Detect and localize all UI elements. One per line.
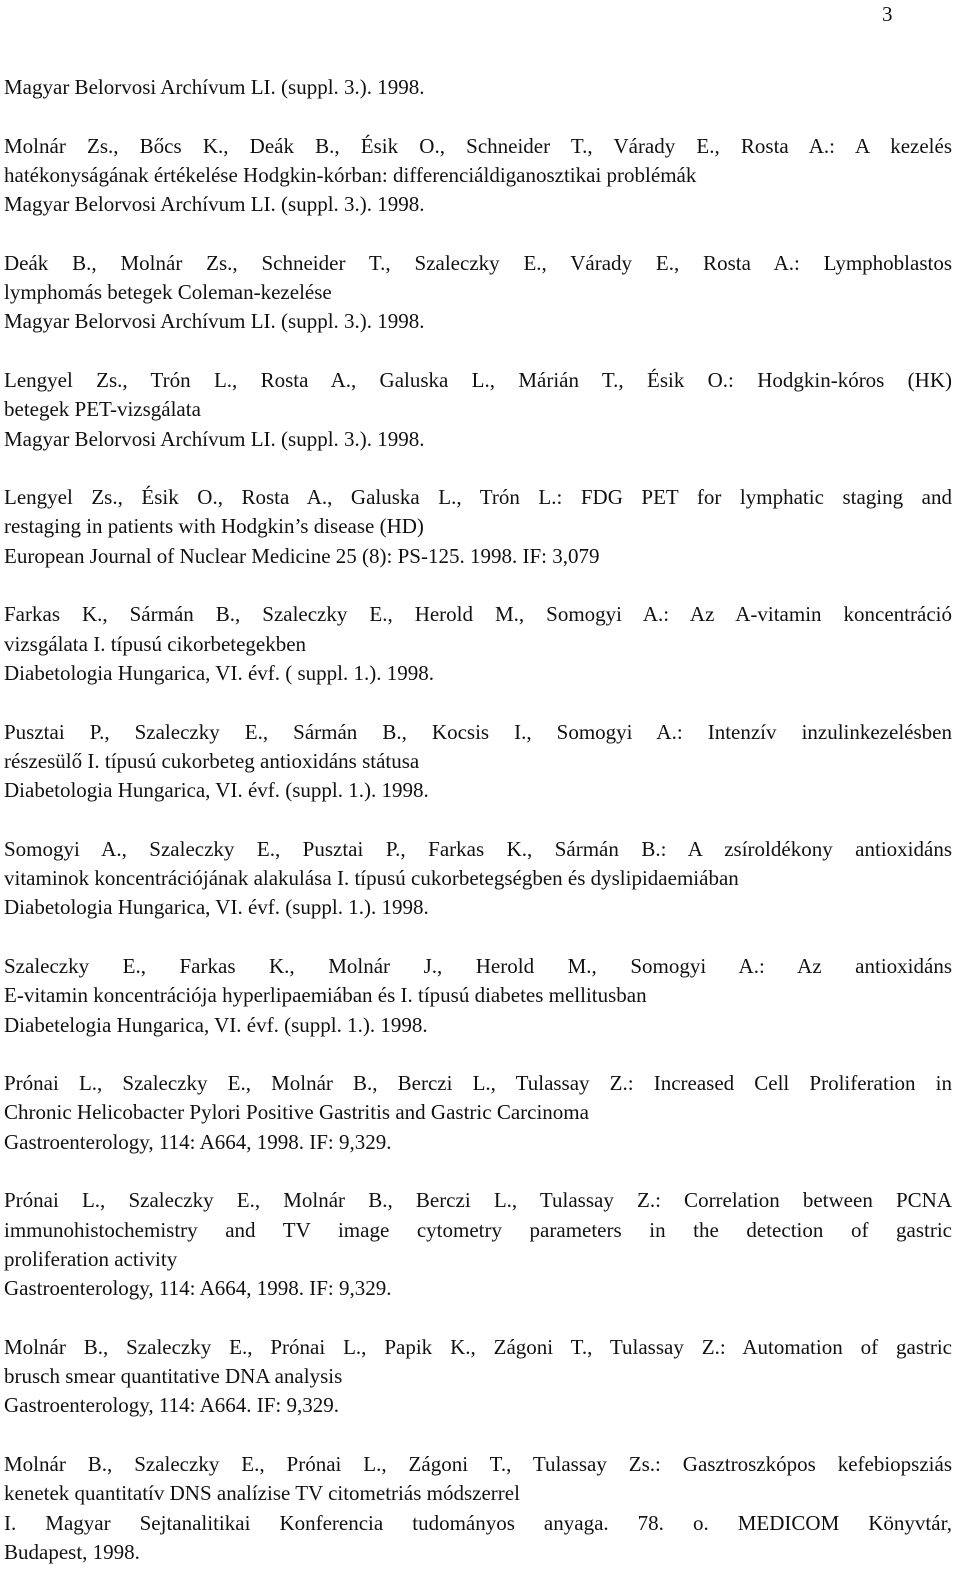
reference-line: hatékonyságának értékelése Hodgkin-kórban: differenciáldiganosztikai problémák (4, 162, 697, 187)
reference-entry (4, 483, 952, 571)
reference-line: restaging in patients with Hodgkin’s disease (HD) (4, 514, 424, 539)
reference-line: Magyar Belorvosi Archívum LI. (suppl. 3.). 1998. (4, 426, 425, 451)
reference-line: Diabetologia Hungarica, VI. évf. ( suppl. 1.). 1998. (4, 660, 435, 685)
reference-line: vitaminok koncentrációjának alakulása I. típusú cukorbetegségben és dyslipidaemiában (4, 866, 739, 891)
reference-line: Chronic Helicobacter Pylori Positive Gastritis and Gastric Carcinoma (4, 1100, 589, 1125)
reference-line: Diabetologia Hungarica, VI. évf. (suppl. 1.). 1998. (4, 778, 429, 803)
reference-line: kenetek quantitatív DNS analízise TV citometriás módszerrel (4, 1481, 520, 1506)
reference-entry (4, 1186, 952, 1303)
reference-line: lymphomás betegek Coleman-kezelése (4, 280, 332, 305)
reference-line: Magyar Belorvosi Archívum LI. (suppl. 3.). 1998. (4, 192, 425, 217)
reference-line: Farkas K., Sármán B., Szaleczky E., Herold M., Somogyi A.: Az A-vitamin koncentráció (4, 602, 952, 627)
reference-line: betegek PET-vizsgálata (4, 397, 201, 422)
reference-line: Lengyel Zs., Trón L., Rosta A., Galuska L., Márián T., Ésik O.: Hodgkin-kóros (HK) (4, 367, 952, 392)
reference-entry (4, 132, 952, 220)
reference-line: Lengyel Zs., Ésik O., Rosta A., Galuska L., Trón L.: FDG PET for lymphatic staging and (4, 485, 952, 510)
reference-entry (4, 1069, 952, 1157)
reference-line: Prónai L., Szaleczky E., Molnár B., Berczi L., Tulassay Z.: Increased Cell Proliferation in (4, 1071, 952, 1096)
reference-entry (4, 835, 952, 923)
reference-line: Gastroenterology, 114: A664, 1998. IF: 9,329. (4, 1276, 392, 1301)
reference-line: Molnár B., Szaleczky E., Prónai L., Zágoni T., Tulassay Zs.: Gasztroszkópos kefebiopsziás (4, 1451, 952, 1476)
reference-line: European Journal of Nuclear Medicine 25 (8): PS-125. 1998. IF: 3,079 (4, 543, 600, 568)
reference-line: proliferation activity (4, 1246, 178, 1271)
reference-line: Deák B., Molnár Zs., Schneider T., Szaleczky E., Várady E., Rosta A.: Lymphoblastos (4, 250, 952, 275)
reference-line: Diabetelogia Hungarica, VI. évf. (suppl. 1.). 1998. (4, 1012, 428, 1037)
reference-line: Prónai L., Szaleczky E., Molnár B., Berczi L., Tulassay Z.: Correlation between PCNA (4, 1188, 952, 1213)
reference-line: Molnár B., Szaleczky E., Prónai L., Papik K., Zágoni T., Tulassay Z.: Automation of gastric (4, 1334, 952, 1359)
reference-entry (4, 718, 952, 806)
reference-line: I. Magyar Sejtanalitikai Konferencia tudományos anyaga. 78. o. MEDICOM Könyvtár, (4, 1510, 952, 1535)
reference-line: Diabetologia Hungarica, VI. évf. (suppl. 1.). 1998. (4, 895, 429, 920)
reference-line: Pusztai P., Szaleczky E., Sármán B., Kocsis I., Somogyi A.: Intenzív inzulinkezelésben (4, 719, 952, 744)
reference-line: Gastroenterology, 114: A664. IF: 9,329. (4, 1393, 339, 1418)
reference-entry (4, 1333, 952, 1421)
reference-list (4, 73, 952, 1567)
reference-entry (4, 366, 952, 454)
reference-line: Gastroenterology, 114: A664, 1998. IF: 9,329. (4, 1129, 392, 1154)
reference-line: vizsgálata I. típusú cikorbetegekben (4, 631, 307, 656)
reference-entry (4, 1450, 952, 1567)
reference-line: Budapest, 1998. (4, 1539, 140, 1564)
reference-line: E-vitamin koncentrációja hyperlipaemiában és I. típusú diabetes mellitusban (4, 983, 647, 1008)
reference-entry (4, 249, 952, 337)
reference-line: Magyar Belorvosi Archívum LI. (suppl. 3.). 1998. (4, 309, 425, 334)
reference-entry (4, 952, 952, 1040)
reference-line: Szaleczky E., Farkas K., Molnár J., Herold M., Somogyi A.: Az antioxidáns (4, 953, 952, 978)
reference-entry (4, 73, 952, 102)
reference-line: Magyar Belorvosi Archívum LI. (suppl. 3.). 1998. (4, 75, 425, 99)
reference-line: részesülő I. típusú cukorbeteg antioxidáns státusa (4, 748, 420, 773)
reference-line: Molnár Zs., Bőcs K., Deák B., Ésik O., Schneider T., Várady E., Rosta A.: A kezelés (4, 133, 952, 158)
reference-entry (4, 600, 952, 688)
reference-line: Somogyi A., Szaleczky E., Pusztai P., Farkas K., Sármán B.: A zsíroldékony antioxidáns (4, 836, 952, 861)
reference-line: brusch smear quantitative DNA analysis (4, 1364, 343, 1389)
reference-line: immunohistochemistry and TV image cytometry parameters in the detection of gastric (4, 1217, 952, 1242)
page-number: 3 (882, 2, 893, 26)
